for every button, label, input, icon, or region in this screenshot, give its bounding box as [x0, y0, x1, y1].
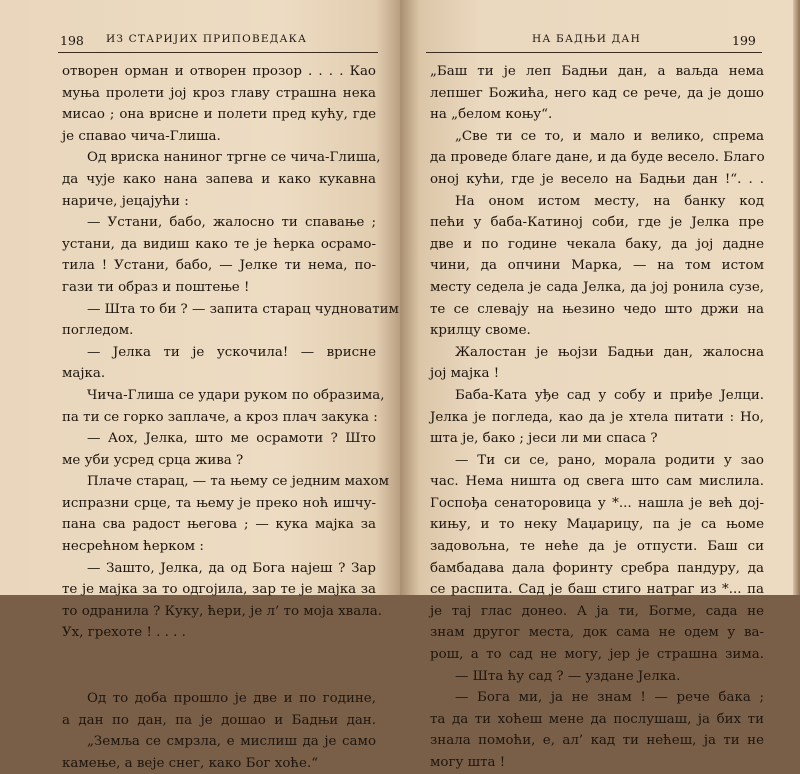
text-line: испразни срце, та њему је преко ноћ ишчу- — [62, 495, 376, 511]
text-line: час. Нема ништа од свега што сам мислила. — [430, 474, 764, 490]
text-line: погледом. — [62, 323, 134, 339]
left-header-rule — [58, 52, 378, 53]
text-line: — Аох, Јелка, што ме осрамоти ? Што — [87, 431, 376, 447]
text-line: ме уби усред срца жива ? — [62, 452, 244, 468]
text-line: камење, а веје снег, како Бог хоће.“ — [62, 755, 319, 771]
text-line: „Баш ти је леп Бадњи дан, а ваљда нема — [430, 64, 764, 79]
text-line: — Јелка ти је ускочила! — врисне — [87, 344, 376, 360]
text-line: шта је, бако ; јеси ли ми спаса ? — [430, 431, 658, 447]
text-line: устани, да видиш како те је ћерка осрамо- — [62, 236, 376, 252]
text-line: „Земља се смрзла, е мислиш да је само — [87, 734, 376, 750]
text-line: Ух, грехоте ! . . . . — [62, 625, 186, 641]
text-line: знам другог места, док сама не одем у ва- — [430, 625, 764, 641]
text-line: та да ти хоћеш мене да послушаш, ја бих ти — [430, 711, 764, 727]
text-line: је спавао чича-Глиша. — [62, 128, 221, 144]
text-line: знала помоћи, е, ал’ кад ти нећеш, ја ти не — [430, 733, 764, 749]
text-line: бамбадава дала форинту сребра пандуру, да — [430, 560, 764, 576]
text-line: несрећном ћерком : — [62, 539, 204, 555]
text-line: пећи у баба-Катиној соби, где је Јелка пре — [430, 215, 764, 231]
left-page — [0, 0, 400, 771]
text-line: задовољна, те неће да је отпусти. Баш си — [430, 539, 764, 555]
text-line: Од то доба прошло је две и по године, — [87, 691, 376, 707]
text-line: те се слевају на њезино чедо што држи на — [430, 301, 764, 317]
left-text-body — [62, 61, 399, 774]
text-line: оној кући, где је весело на Бадњи дан !“. . . — [430, 171, 764, 187]
text-line: могу шта ! — [430, 755, 506, 770]
text-line: нариче, јецајући : — [62, 193, 189, 209]
text-line: а дан по дан, па је дошао и Бадњи дан. — [62, 712, 376, 728]
text-line: те је мајка за то одгојила, зар те је мајка за — [62, 582, 376, 598]
text-line: муња пролети јој кроз главу страшна нека — [62, 85, 376, 101]
text-line: Жалостан је њојзи Бадњи дан, жалосна — [455, 344, 764, 360]
right-running-head: НА БАДЊИ ДАН — [532, 33, 641, 45]
text-line: је тај глас донео. А ја ти, Богме, сада не — [430, 603, 764, 619]
text-line: Од вриска наниног тргне се чича-Глиша, — [87, 150, 381, 166]
text-line: да проведе благе дане, и да буде весело. Благо — [430, 150, 765, 166]
text-line: кињу, и то неку Маџарицу, па је са њоме — [430, 517, 764, 533]
text-line: па ти се горко заплаче, а кроз плач закука : — [62, 409, 378, 425]
text-line: мајка. — [62, 366, 106, 382]
text-line: месту седела је сада Јелка, да јој ронила сузе, — [430, 279, 764, 295]
text-line: на „белом коњу“. — [430, 107, 553, 123]
text-line: крилцу своме. — [430, 323, 531, 339]
text-line: — Устани, бабо, жалосно ти спавање ; — [87, 215, 376, 231]
text-line: Чича-Глиша се удари руком по образима, — [87, 387, 385, 403]
text-line: рош, а то сад не могу, јер је страшна зима. — [430, 647, 764, 663]
text-line: — Шта то би ? — запита старац чудноватим — [87, 301, 399, 317]
text-line: лепшег Божића, него кад се рече, да је дошо — [430, 85, 764, 101]
text-line: Баба-Ката уђе сад у собу и приђе Јелци. — [455, 387, 764, 403]
text-line: тила ! Устани, бабо, — Јелке ти нема, по- — [62, 258, 376, 274]
text-line: се распита. Сад је баш стиго натраг из *... па — [430, 582, 764, 598]
text-line: мисао ; она врисне и полети пред кућу, где — [62, 107, 376, 123]
text-line: чини, да опчини Марка, — на том истом — [430, 258, 764, 274]
text-line: — Зашто, Јелка, да од Бога најеш ? Зар — [87, 560, 376, 576]
text-line: — Бога ми, ја не знам ! — рече бака ; — [455, 690, 764, 706]
text-line: отворен орман и отворен прозор . . . . Као — [62, 64, 376, 79]
text-line: јој мајка ! — [430, 366, 500, 382]
text-line: пана сва радост његова ; — кука мајка за — [62, 517, 376, 533]
text-line — [62, 644, 376, 688]
text-line: — Ти си се, рано, морала родити у зао — [455, 452, 764, 468]
text-line: две и по године чекала баку, да јој дадне — [430, 236, 764, 252]
text-line: На оном истом месту, на банку код — [455, 193, 764, 209]
right-page — [400, 0, 800, 770]
right-text-body — [430, 61, 764, 774]
text-line: то одранила ? Куку, ћери, је л’ то моја хвала. — [62, 603, 382, 619]
text-line: Плаче старац, — та њему се једним махом — [87, 474, 390, 490]
text-line: — Шта ћу сад ? — уздане Јелка. — [455, 668, 681, 684]
left-page-number: 198 — [60, 33, 84, 48]
text-line: Госпођа сенаторовица у *... нашла је већ дој- — [430, 495, 764, 511]
right-page-number: 199 — [732, 33, 756, 48]
text-line: гази ти образ и поштење ! — [62, 279, 250, 295]
left-running-head: ИЗ СТАРИЈИХ ПРИПОВЕДАКА — [106, 33, 308, 45]
text-line: да чује како нана запева и како кукавна — [62, 171, 376, 187]
text-line: Јелка је погледа, као да је хтела питати : Но, — [430, 409, 764, 425]
text-line: „Све ти се то, и мало и велико, спрема — [455, 128, 764, 144]
right-header-rule — [426, 52, 762, 53]
